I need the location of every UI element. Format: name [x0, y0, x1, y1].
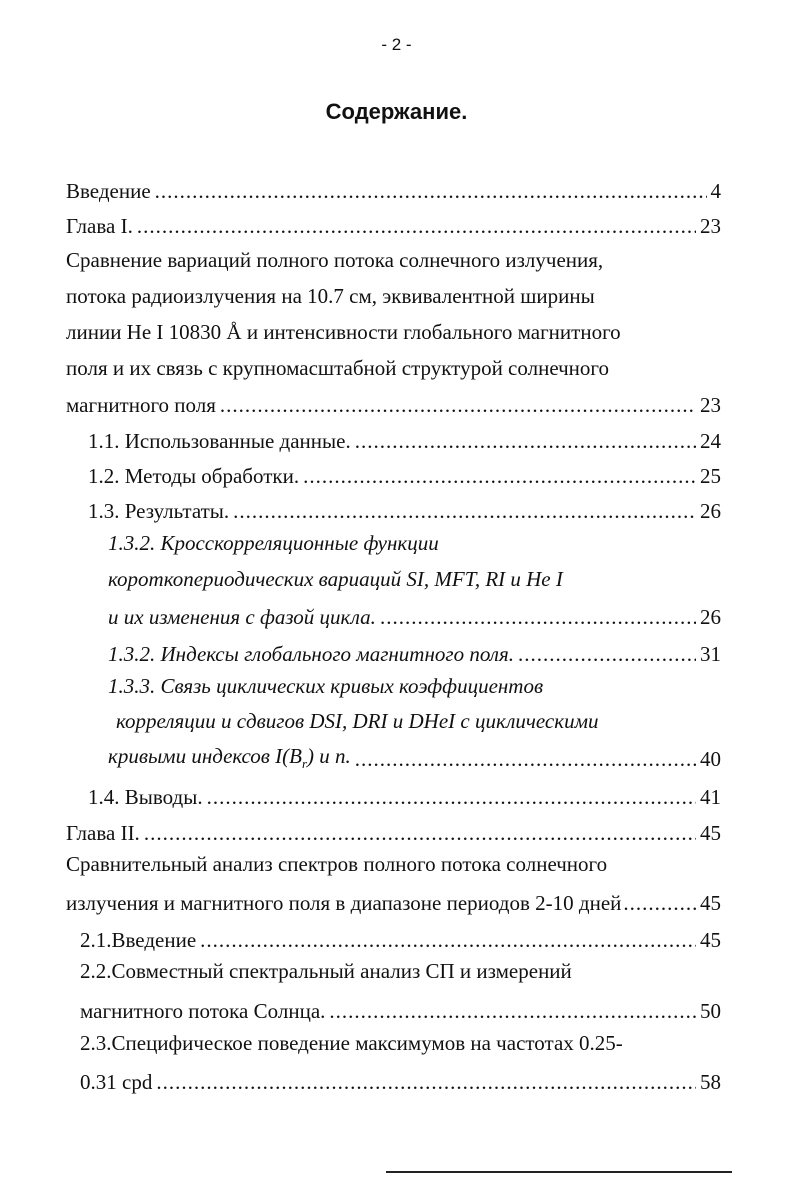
toc-page-number: 25 — [700, 464, 721, 488]
toc-entry-chapter-2-title[interactable] — [66, 880, 721, 916]
leader-dots — [200, 928, 696, 953]
toc-entry-label: Введение — [66, 179, 151, 203]
toc-entry-chapter-2[interactable] — [66, 810, 721, 846]
toc-page-number: 50 — [700, 999, 721, 1023]
leader-dots — [156, 1070, 696, 1095]
toc-page-number: 40 — [700, 747, 721, 771]
toc-entry-label: излучения и магнитного поля в диапазоне периодов 2-10 дней — [66, 891, 622, 915]
toc-entry-1-3-2-indices[interactable] — [108, 631, 721, 667]
toc-entry-1-4[interactable] — [88, 774, 721, 810]
toc-entry-label: 1.3.2. Индексы глобального магнитного поля. — [108, 642, 514, 666]
subscript-r: r — [301, 756, 307, 771]
leader-dots — [355, 747, 696, 772]
leader-dots — [623, 891, 698, 916]
toc-page-number: 31 — [700, 642, 721, 666]
toc-entry-label: Глава I. — [66, 214, 133, 238]
toc-entry-chapter-1-title[interactable] — [66, 382, 721, 418]
toc-chapter-1-title-line-2: потока радиоизлучения на 10.7 см, эквивалентной ширины — [66, 284, 595, 308]
toc-page-number: 24 — [700, 429, 721, 453]
leader-dots — [355, 429, 696, 454]
toc-chapter-1-title-line-3: линии He I 10830 Å и интенсивности глобального магнитного — [66, 320, 621, 344]
toc-entry-2-1[interactable] — [80, 917, 721, 953]
leader-dots — [155, 179, 707, 204]
toc-2-2-line-1: 2.2.Совместный спектральный анализ СП и измерений — [80, 959, 572, 983]
toc-entry-1-1[interactable] — [88, 418, 721, 454]
toc-chapter-1-title-line-1: Сравнение вариаций полного потока солнечного излучения, — [66, 248, 604, 272]
toc-page-number: 45 — [700, 928, 721, 952]
toc-entry-label: магнитного поля — [66, 393, 216, 417]
toc-1-3-3-line-2: корреляции и сдвигов DSI, DRI и DHeI с циклическими — [116, 709, 599, 733]
toc-entry-chapter-1[interactable] — [66, 203, 721, 239]
toc-entry-label: 0.31 cpd — [80, 1070, 153, 1094]
toc-entry-1-3-3[interactable] — [108, 736, 721, 772]
toc-page-number: 26 — [700, 605, 721, 629]
toc-2-3-line-1: 2.3.Специфическое поведение максимумов на частотах 0.25- — [80, 1031, 623, 1055]
toc-page-number: 4 — [710, 179, 721, 203]
toc-entry-label-end: ) и n. — [307, 743, 351, 768]
toc-entry-label: магнитного потока Солнца. — [80, 999, 326, 1023]
toc-entry-label-main: кривыми индексов I(B — [108, 743, 302, 768]
leader-dots — [207, 785, 696, 810]
toc-page-number: 45 — [700, 821, 721, 845]
toc-entry-2-2[interactable] — [80, 988, 721, 1024]
toc-entry-label: и их изменения с фазой цикла. — [108, 605, 376, 629]
page-title: Содержание. — [325, 99, 468, 124]
footnote-rule — [386, 1171, 732, 1173]
toc-entry-2-3[interactable] — [80, 1059, 721, 1095]
toc-page-number: 58 — [700, 1070, 721, 1094]
leader-dots — [303, 464, 696, 489]
toc-1-3-2-line-2: короткопериодических вариаций SI, MFT, RI и He I — [108, 567, 563, 591]
toc-page-number: 41 — [700, 785, 721, 809]
page-number: - 2 - — [381, 35, 412, 54]
leader-dots — [518, 642, 696, 667]
toc-entry-label — [108, 744, 351, 772]
toc-1-3-2-line-1: 1.3.2. Кросскорреляционные функции — [108, 531, 439, 555]
leader-dots — [144, 821, 696, 846]
toc-entry-1-3[interactable] — [88, 488, 721, 524]
toc-page-number: 23 — [700, 214, 721, 238]
toc-page-number: 23 — [700, 393, 721, 417]
toc-entry-label: 2.1.Введение — [80, 928, 197, 952]
toc-entry-label: 1.2. Методы обработки. — [88, 464, 300, 488]
toc-1-3-3-line-1: 1.3.3. Связь циклических кривых коэффициентов — [108, 674, 544, 698]
leader-dots — [380, 605, 696, 630]
toc-entry-label: Глава II. — [66, 821, 140, 845]
leader-dots — [137, 214, 696, 239]
toc-entry-1-3-2-crosscorrelation[interactable] — [108, 594, 721, 630]
toc-entry-introduction[interactable] — [66, 168, 721, 204]
toc-entry-label: 1.1. Использованные данные. — [88, 429, 351, 453]
leader-dots — [220, 393, 696, 418]
toc-entry-label: 1.4. Выводы. — [88, 785, 203, 809]
toc-page-number: 26 — [700, 499, 721, 523]
toc-chapter-1-title-line-4: поля и их связь с крупномасштабной структурой солнечного — [66, 356, 610, 380]
leader-dots — [329, 999, 696, 1024]
toc-entry-1-2[interactable] — [88, 453, 721, 489]
leader-dots — [233, 499, 696, 524]
toc-chapter-2-title-line-1: Сравнительный анализ спектров полного потока солнечного — [66, 852, 608, 876]
toc-entry-label: 1.3. Результаты. — [88, 499, 230, 523]
toc-page-number: 45 — [700, 891, 721, 915]
